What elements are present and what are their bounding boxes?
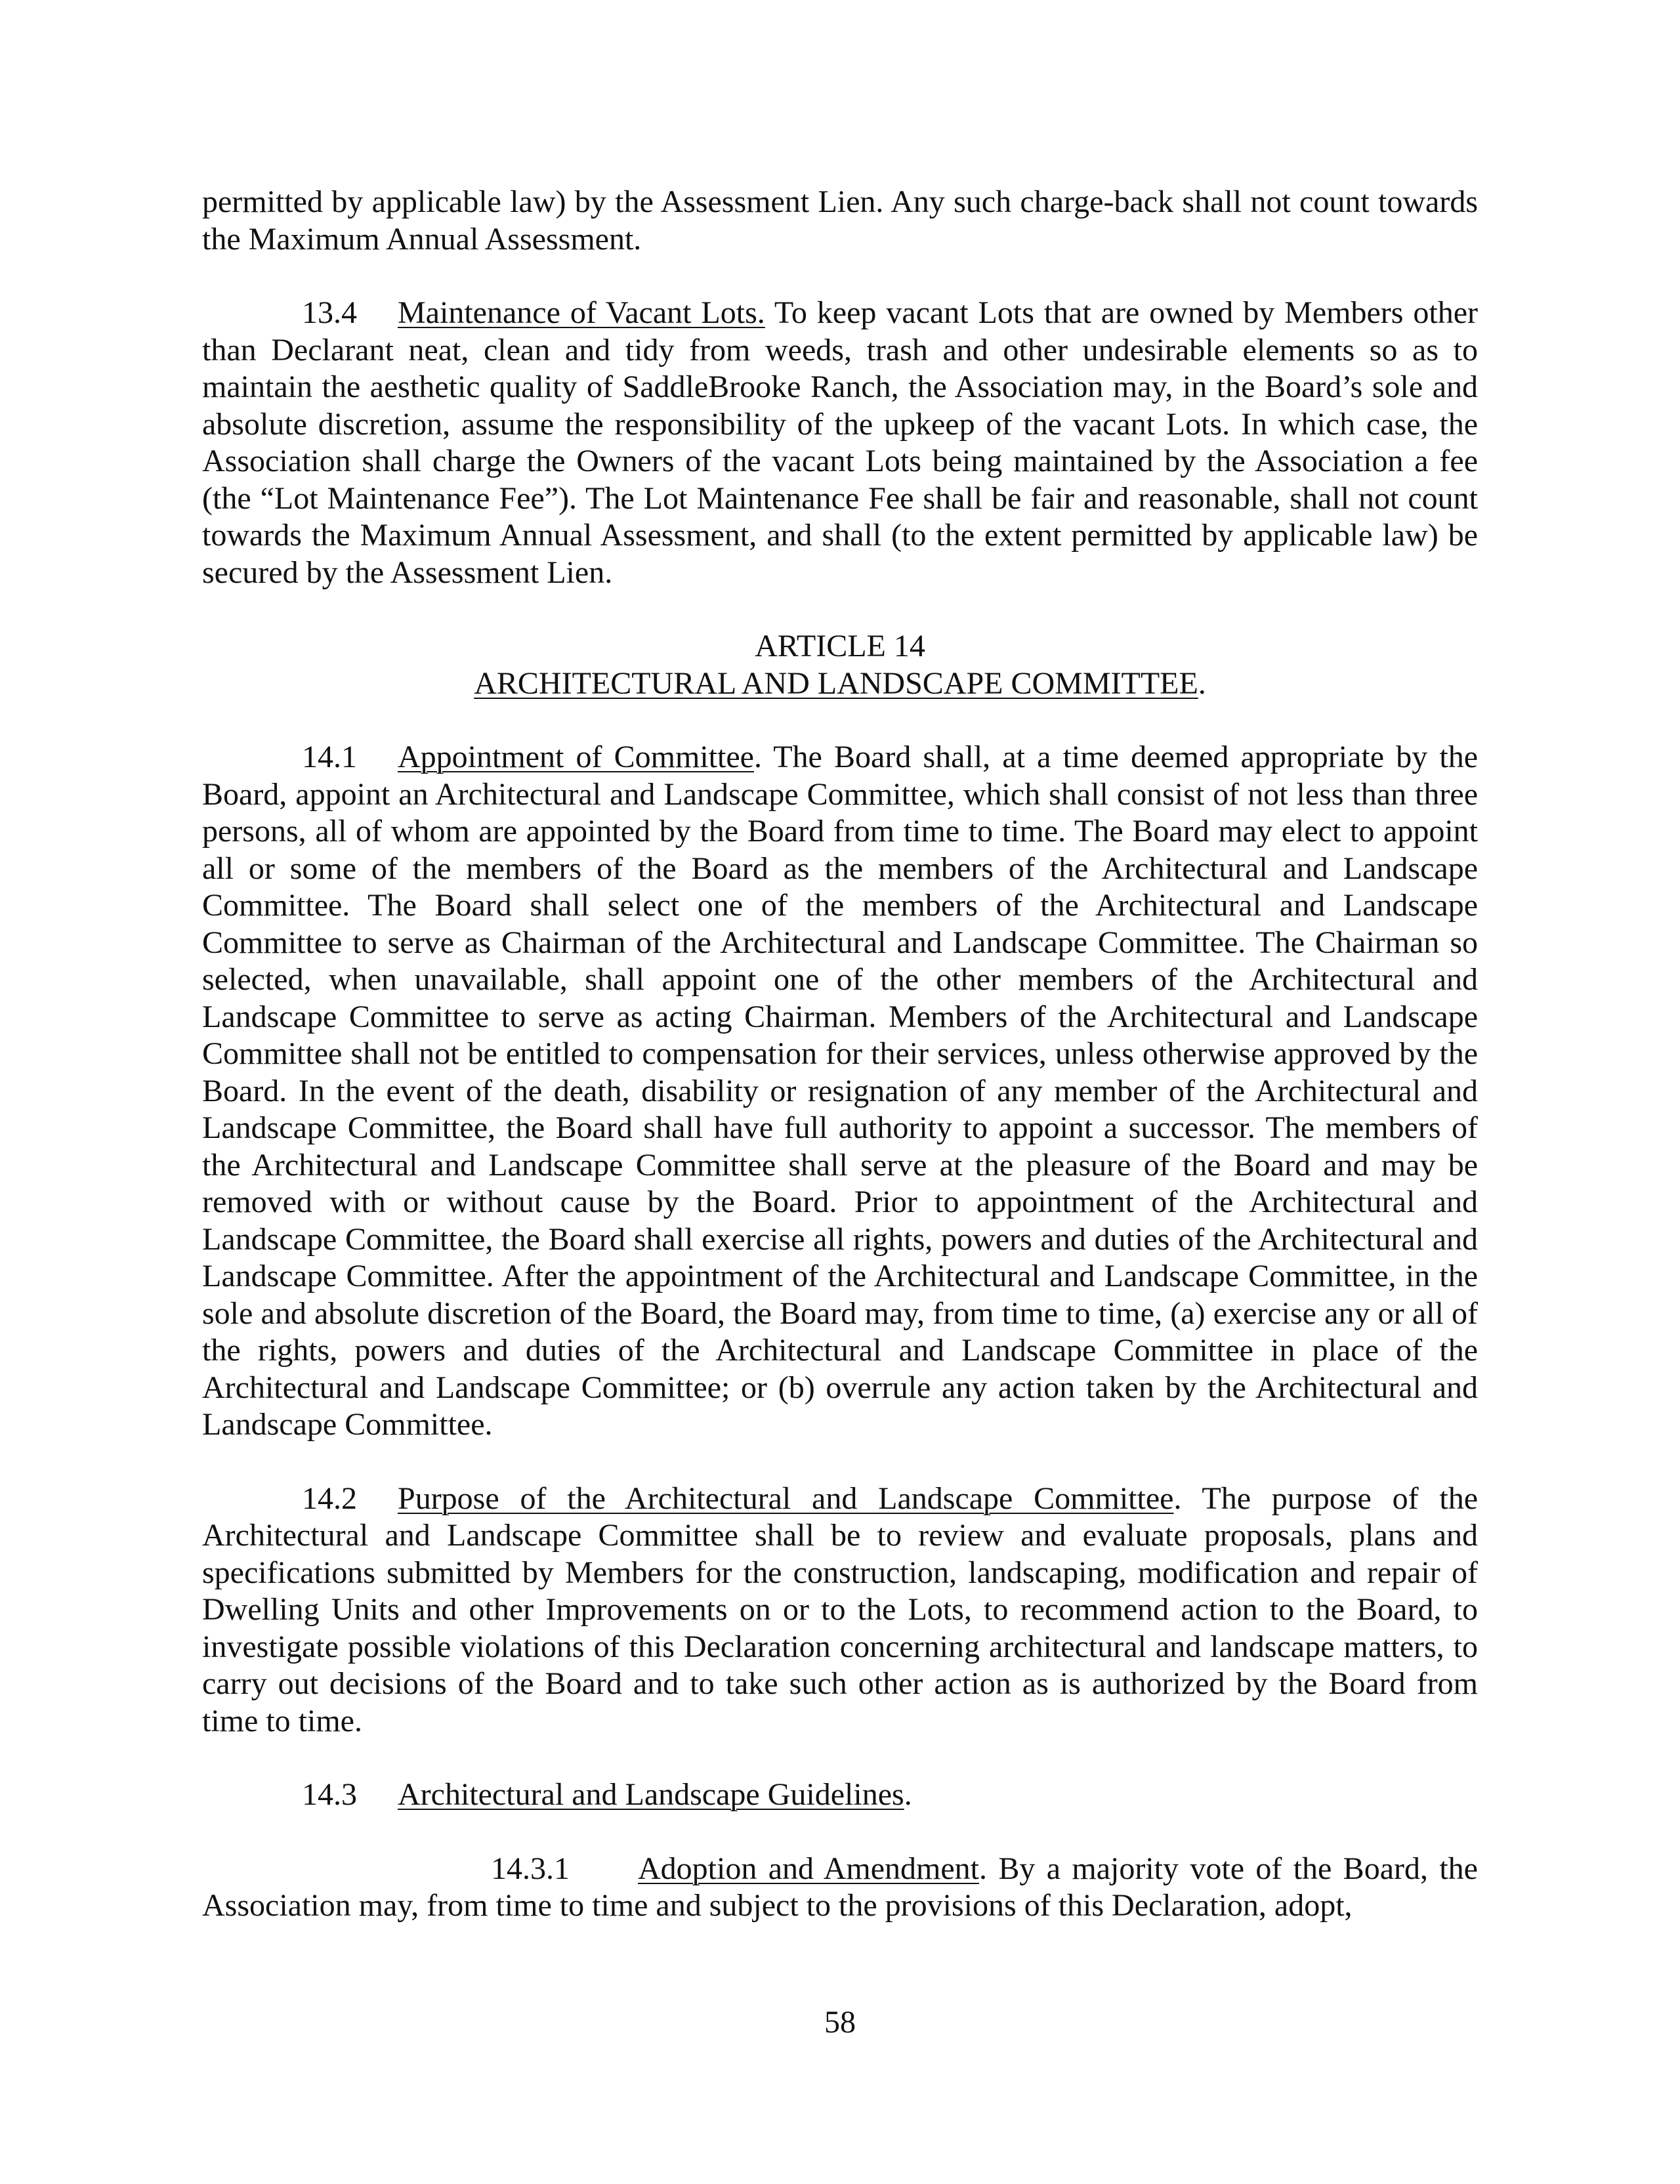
section-number: 14.1 bbox=[302, 740, 357, 774]
page-number: 58 bbox=[824, 2005, 856, 2040]
section-heading: Purpose of the Architectural and Landscape Committee bbox=[398, 1480, 1174, 1516]
section-number: 13.4 bbox=[302, 295, 357, 330]
section-14-3-1 bbox=[202, 1851, 1478, 1925]
section-heading: Appointment of Committee bbox=[398, 740, 754, 774]
section-number: 14.3 bbox=[302, 1777, 357, 1812]
document-body bbox=[202, 184, 1478, 1925]
carryover-paragraph: permitted by applicable law) by the Assessment Lien. Any such charge-back shall not count towards the Maximum Annual Assessment. bbox=[202, 184, 1478, 257]
section-13-4 bbox=[202, 295, 1478, 591]
section-body: To keep vacant Lots that are owned by Members other than Declarant neat, clean and tidy from weeds, trash and other undesirable elements so as to maintain the aesthetic quality of SaddleBrooke Ranch, the Association may, in the Board’s sole and absolute discretion, assume the responsibility of the upkeep of the vacant Lots. In which case, the Association shall charge the Owners of the vacant Lots being maintained by the Association a fee (the “Lot Maintenance Fee”). The Lot Maintenance Fee shall be fair and reasonable, shall not count towards the Maximum Annual Assessment, and shall (to the extent permitted by applicable law) be secured by the Assessment Lien. bbox=[202, 295, 1479, 590]
section-body: . The purpose of the Architectural and Landscape Committee shall be to review and evaluate proposals, plans and specifications submitted by Members for the construction, landscaping, modification and repair of Dwelling Units and other Improvements on or to the Lots, to recommend action to the Board, to investigate possible violations of this Declaration concerning architectural and landscape matters, to carry out decisions of the Board and to take such other action as is authorized by the Board from time to time. bbox=[202, 1480, 1478, 1738]
article-title-line bbox=[202, 665, 1478, 703]
section-body: . The Board shall, at a time deemed appropriate by the Board, appoint an Architectural and Landscape Committee, which shall consist of not less than three persons, all of whom are appointed by the Board from time to time. The Board may elect to appoint all or some of the members of the Board as the members of the Architectural and Landscape Committee. The Board shall select one of the members of the Architectural and Landscape Committee to serve as Chairman of the Architectural and Landscape Committee. The Chairman so selected, when unavailable, shall appoint one of the other members of the Architectural and Landscape Committee to serve as acting Chairman. Members of the Architectural and Landscape Committee shall not be entitled to compensation for their services, unless otherwise approved by the Board. In the event of the death, disability or resignation of any member of the Architectural and Landscape Committee, the Board shall have full authority to appoint a successor. The members of the Architectural and Landscape Committee shall serve at the pleasure of the Board and may be removed with or without cause by the Board. Prior to appointment of the Architectural and Landscape Committee, the Board shall exercise all rights, powers and duties of the Architectural and Landscape Committee. After the appointment of the Architectural and Landscape Committee, in the sole and absolute discretion of the Board, the Board may, from time to time, (a) exercise any or all of the rights, powers and duties of the Architectural and Landscape Committee in place of the Architectural and Landscape Committee; or (b) overrule any action taken by the Architectural and Landscape Committee. bbox=[202, 740, 1478, 1442]
article-heading bbox=[202, 628, 1478, 702]
section-number: 14.3.1 bbox=[491, 1851, 570, 1886]
article-title: ARCHITECTURAL AND LANDSCAPE COMMITTEE bbox=[474, 665, 1198, 701]
section-body: . By a majority vote of the Board, the Association may, from time to time and subject to the provisions of this Declaration, adopt, bbox=[202, 1851, 1478, 1923]
section-body: . bbox=[904, 1777, 912, 1812]
section-heading: Adoption and Amendment bbox=[638, 1851, 979, 1886]
article-title-suffix: . bbox=[1198, 665, 1206, 701]
section-heading: Architectural and Landscape Guidelines bbox=[398, 1777, 904, 1812]
section-14-3 bbox=[202, 1776, 1478, 1814]
article-label: ARTICLE 14 bbox=[755, 629, 925, 663]
section-14-1 bbox=[202, 739, 1478, 1444]
section-14-2 bbox=[202, 1480, 1478, 1740]
section-number: 14.2 bbox=[302, 1480, 357, 1516]
section-heading: Maintenance of Vacant Lots. bbox=[398, 295, 765, 330]
